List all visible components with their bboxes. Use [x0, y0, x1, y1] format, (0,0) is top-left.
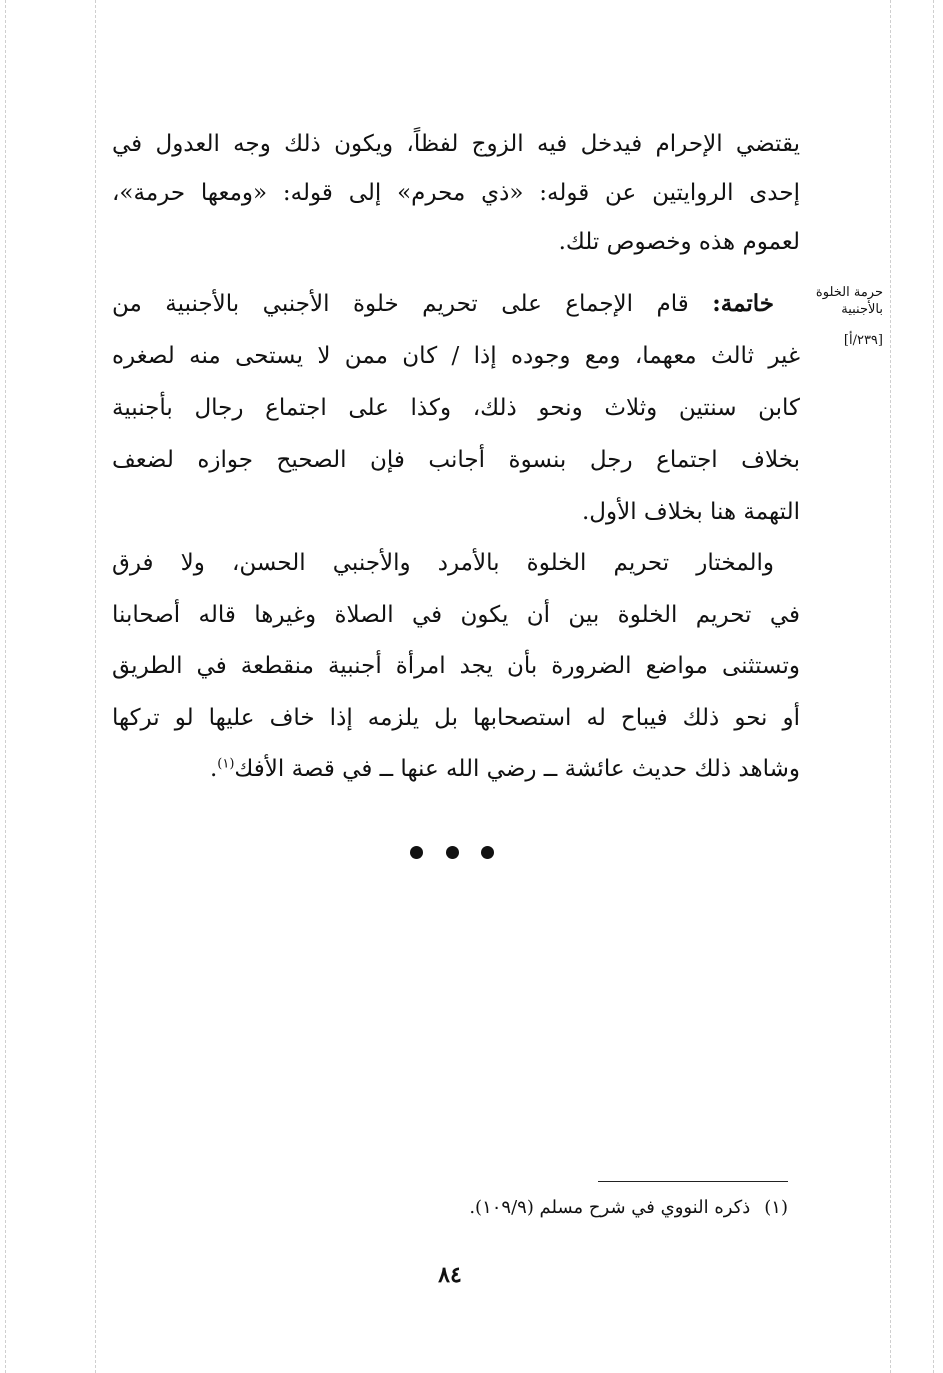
manuscript-reference: [٢٣٩/أ]	[843, 333, 883, 348]
text-line: لعموم هذه وخصوص تلك.	[558, 229, 800, 255]
text-line	[112, 278, 800, 330]
separator-dot	[481, 846, 494, 859]
page-number: ٨٤	[438, 1262, 462, 1288]
margin-note-title: حرمة الخلوة	[815, 285, 883, 300]
footnote-divider	[598, 1181, 788, 1182]
footnote	[200, 1194, 788, 1222]
text-line: كابن سنتين وثلاث ونحو ذلك، وكذا على اجتماع رجال بأجنبية	[112, 395, 800, 421]
text-line: بخلاف اجتماع رجل بنسوة أجانب فإن الصحيح جوازه لضعف	[112, 447, 800, 473]
scan-guide-line	[5, 0, 6, 1373]
text-line: التهمة هنا بخلاف الأول.	[581, 499, 800, 525]
text-line	[112, 744, 800, 796]
margin-note	[801, 284, 883, 349]
text-fragment: قام الإجماع على تحريم خلوة الأجنبي بالأجنبية من	[112, 291, 689, 317]
text-fragment: وشاهد ذلك حديث عائشة ــ رضي الله عنها ــ في قصة الأفك	[234, 756, 800, 782]
paragraph-conclusion	[112, 278, 800, 538]
sentence-end: .	[209, 756, 218, 782]
text-line: وتستثنى مواضع الضرورة بأن يجد امرأة أجنبية منقطعة في الطريق	[112, 653, 800, 679]
paragraph-continuation	[112, 120, 800, 267]
scan-guide-line	[95, 0, 96, 1373]
text-line	[112, 538, 800, 590]
separator-dot	[446, 846, 459, 859]
text-line: أو نحو ذلك فيباح له استصحابها بل يلزمه إذا خاف عليها لو تركها	[112, 704, 800, 731]
scan-guide-line	[890, 0, 891, 1373]
text-line: في تحريم الخلوة بين أن يكون في الصلاة وغيرها قاله أصحابنا	[112, 601, 800, 628]
footnote-number: (١)	[764, 1197, 788, 1218]
text-line: غير ثالث معهما، ومع وجوده إذا / كان ممن لا يستحى منه لصغره	[112, 343, 800, 369]
text-fragment: والمختار تحريم الخلوة بالأمرد والأجنبي الحسن، ولا فرق	[112, 550, 774, 576]
margin-note-title: بالأجنبية	[841, 302, 883, 317]
section-separator	[410, 843, 494, 861]
paragraph-preferred-view	[112, 538, 800, 796]
separator-dot	[410, 846, 423, 859]
conclusion-heading: خاتمة:	[712, 290, 775, 317]
footnote-text: ذكره النووي في شرح مسلم (١٠٩/٩).	[469, 1197, 751, 1218]
text-line: إحدى الروايتين عن قوله: «ذي محرم» إلى قوله: «ومعها حرمة»،	[112, 180, 800, 206]
text-line: يقتضي الإحرام فيدخل فيه الزوج لفظاً، ويكون ذلك وجه العدول في	[112, 131, 800, 157]
scan-guide-line	[933, 0, 934, 1373]
footnote-marker: (١)	[217, 756, 235, 772]
